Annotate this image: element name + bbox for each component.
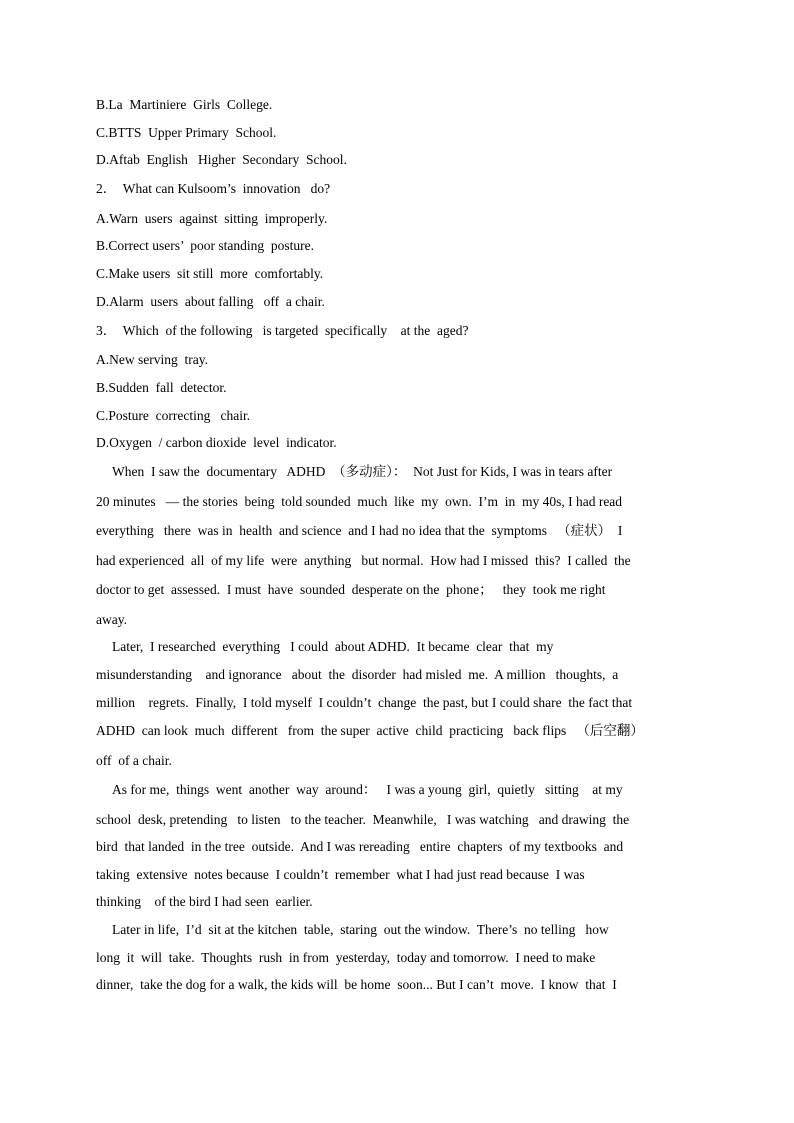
q1-option-b: B.La Martiniere Girls College. xyxy=(96,97,273,112)
passage-line: taking extensive notes because I couldn’t remember what I had just read because I was xyxy=(96,867,585,882)
q2-option-a: A.Warn users against sitting improperly. xyxy=(96,211,328,226)
q2-option-c: C.Make users sit still more comfortably. xyxy=(96,266,324,281)
q3-option-a: A.New serving tray. xyxy=(96,352,208,367)
passage-line: long it will take. Thoughts rush in from yesterday, today and tomorrow. I need to make xyxy=(96,950,596,965)
passage-line: million regrets. Finally, I told myself I couldn’t change the past, but I could share the fact that xyxy=(96,695,633,710)
q2-stem: 2． What can Kulsoom’s innovation do? xyxy=(96,181,331,196)
passage-line: dinner, take the dog for a walk, the kids will be home soon... But I can’t move. I know that I xyxy=(96,977,617,992)
passage-line: off of a chair. xyxy=(96,753,172,768)
passage-line: away. xyxy=(96,612,127,627)
passage-line: school desk, pretending to listen to the teacher. Meanwhile, I was watching and drawing the xyxy=(96,812,630,827)
q3-option-b: B.Sudden fall detector. xyxy=(96,380,227,395)
passage-line: had experienced all of my life were anything but normal. How had I missed this? I called the xyxy=(96,553,631,568)
q1-option-c: C.BTTS Upper Primary School. xyxy=(96,125,277,140)
q2-option-b: B.Correct users’ poor standing posture. xyxy=(96,238,314,253)
passage-line: ADHD can look much different from the super active child practicing back flips （后空翻） xyxy=(96,723,644,738)
passage-line: Later, I researched everything I could about ADHD. It became clear that my xyxy=(112,639,554,654)
q3-stem: 3． Which of the following is targeted specifically at the aged? xyxy=(96,323,469,338)
passage-line: doctor to get assessed. I must have sounded desperate on the phone； they took me right xyxy=(96,582,606,597)
passage-line: Later in life, I’d sit at the kitchen table, staring out the window. There’s no telling how xyxy=(112,922,609,937)
q2-option-d: D.Alarm users about falling off a chair. xyxy=(96,294,325,309)
q3-option-c: C.Posture correcting chair. xyxy=(96,408,251,423)
passage-line: When I saw the documentary ADHD （多动症）： Not Just for Kids, I was in tears after xyxy=(112,464,613,479)
q1-option-d: D.Aftab English Higher Secondary School. xyxy=(96,152,347,167)
passage-line: As for me, things went another way around： I was a young girl, quietly sitting at my xyxy=(112,782,623,797)
q3-option-d: D.Oxygen / carbon dioxide level indicator. xyxy=(96,435,337,450)
passage-line: misunderstanding and ignorance about the disorder had misled me. A million thoughts, a xyxy=(96,667,619,682)
passage-line: thinking of the bird I had seen earlier. xyxy=(96,894,313,909)
passage-line: everything there was in health and science and I had no idea that the symptoms （症状） I xyxy=(96,523,623,538)
passage-line: 20 minutes — the stories being told sounded much like my own. I’m in my 40s, I had read xyxy=(96,494,623,509)
passage-line: bird that landed in the tree outside. And I was rereading entire chapters of my textbooks and xyxy=(96,839,624,854)
